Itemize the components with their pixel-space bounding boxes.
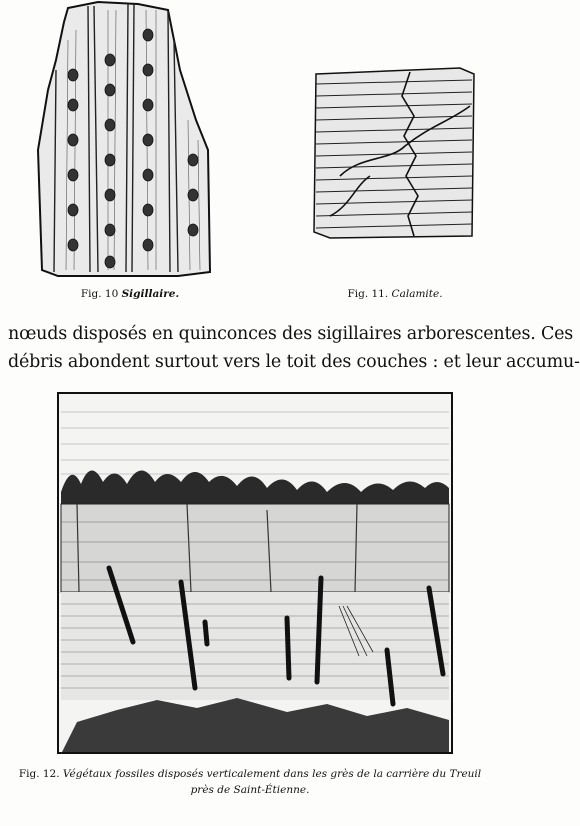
fig11-title: Calamite. bbox=[391, 288, 443, 300]
figure-quarry bbox=[57, 392, 453, 754]
fig10-title: Sigillaire. bbox=[121, 288, 180, 300]
quarry-drawing bbox=[57, 392, 453, 754]
fig12-caption-line-1: Végétaux fossiles disposés verticalement dans les grès de la carrière du Treuil bbox=[62, 768, 482, 780]
fig11-caption bbox=[320, 288, 470, 300]
body-text-line-1: nœuds disposés en quinconces des sigillaires arborescentes. Ces bbox=[8, 324, 574, 344]
fig12-caption-line-2: près de Saint-Étienne. bbox=[190, 784, 310, 796]
calamite-drawing bbox=[310, 66, 480, 241]
fig12-number: Fig. 12. bbox=[18, 768, 60, 780]
fig10-number: Fig. 10 bbox=[80, 288, 119, 300]
fig12-caption bbox=[0, 766, 500, 798]
sigillaire-drawing bbox=[28, 0, 213, 280]
fig10-caption bbox=[40, 288, 220, 300]
figure-sigillaire bbox=[28, 0, 213, 280]
fig11-number: Fig. 11. bbox=[347, 288, 389, 300]
body-text-line-2: débris abondent surtout vers le toit des couches : et leur accumu- bbox=[8, 352, 580, 372]
figure-calamite bbox=[310, 66, 480, 241]
